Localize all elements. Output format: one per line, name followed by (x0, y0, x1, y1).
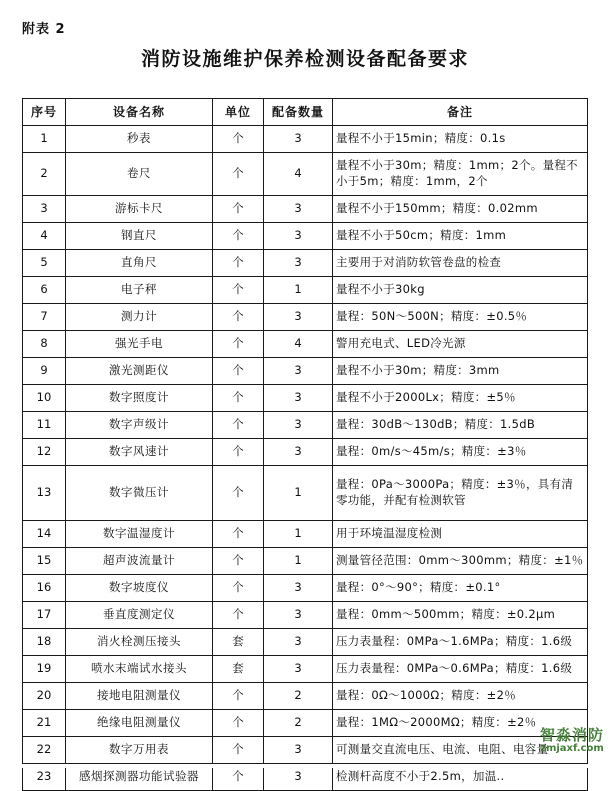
table-row (23, 331, 588, 358)
cell-qty: 4 (264, 153, 333, 196)
cell-unit: 个 (213, 710, 264, 737)
cell-no: 2 (23, 153, 66, 196)
cell-name: 数字坡度仪 (66, 575, 213, 602)
cell-no: 11 (23, 412, 66, 439)
cell-qty: 3 (264, 223, 333, 250)
table-body (23, 126, 588, 791)
cell-unit: 个 (213, 385, 264, 412)
cell-qty: 1 (264, 548, 333, 575)
cell-name: 消火栓测压接头 (66, 629, 213, 656)
cell-name: 绝缘电阻测量仪 (66, 710, 213, 737)
table-row (23, 683, 588, 710)
cell-unit: 个 (213, 521, 264, 548)
cell-name: 接地电阻测量仪 (66, 683, 213, 710)
cell-note: 量程：0m/s～45m/s；精度：±3％ (333, 439, 588, 466)
table-row (23, 548, 588, 575)
cell-name: 钢直尺 (66, 223, 213, 250)
cell-qty: 3 (264, 764, 333, 791)
cell-qty: 3 (264, 126, 333, 153)
cell-name: 强光手电 (66, 331, 213, 358)
table-row (23, 250, 588, 277)
cell-unit: 个 (213, 439, 264, 466)
cell-name: 超声波流量计 (66, 548, 213, 575)
column-header-name: 设备名称 (66, 99, 213, 126)
cell-no: 14 (23, 521, 66, 548)
cell-unit: 个 (213, 602, 264, 629)
cell-name: 测力计 (66, 304, 213, 331)
cell-unit: 个 (213, 575, 264, 602)
cell-note: 警用充电式、LED冷光源 (333, 331, 588, 358)
cell-note: 测量管径范围：0mm～300mm；精度：±1％ (333, 548, 588, 575)
cell-no: 12 (23, 439, 66, 466)
cell-qty: 3 (264, 602, 333, 629)
table-row (23, 575, 588, 602)
cell-qty: 2 (264, 683, 333, 710)
cell-note: 压力表量程：0MPa～0.6MPa；精度：1.6级 (333, 656, 588, 683)
cell-unit: 个 (213, 548, 264, 575)
table-header-row (23, 99, 588, 126)
cell-name: 数字风速计 (66, 439, 213, 466)
cell-unit: 个 (213, 737, 264, 764)
table-row (23, 196, 588, 223)
cell-note: 量程：0Pa～3000Pa；精度：±3％，具有清零功能，并配有检测软管 (333, 466, 588, 521)
cell-qty: 1 (264, 466, 333, 521)
cell-qty: 3 (264, 250, 333, 277)
cell-unit: 个 (213, 304, 264, 331)
cell-note: 量程不小于30kg (333, 277, 588, 304)
watermark-main-text: 智淼消防 (539, 725, 604, 744)
cell-qty: 1 (264, 521, 333, 548)
cell-no: 8 (23, 331, 66, 358)
table-row (23, 521, 588, 548)
cell-qty: 1 (264, 277, 333, 304)
table-row (23, 223, 588, 250)
cell-qty: 4 (264, 331, 333, 358)
table-row (23, 412, 588, 439)
cell-note: 量程：30dB～130dB；精度：1.5dB (333, 412, 588, 439)
cell-note: 量程：1MΩ～2000MΩ；精度：±2％ (333, 710, 588, 737)
cell-no: 5 (23, 250, 66, 277)
cell-qty: 3 (264, 737, 333, 764)
cell-unit: 个 (213, 412, 264, 439)
cell-note: 量程：0°～90°；精度：±0.1° (333, 575, 588, 602)
cell-no: 18 (23, 629, 66, 656)
cell-note: 用于环境温湿度检测 (333, 521, 588, 548)
cell-qty: 3 (264, 385, 333, 412)
cell-note: 主要用于对消防软管卷盘的检查 (333, 250, 588, 277)
watermark-sub-text: zmjaxf.com (540, 742, 604, 754)
cell-no: 23 (23, 764, 66, 791)
cell-qty: 3 (264, 439, 333, 466)
cell-name: 卷尺 (66, 153, 213, 196)
cell-unit: 个 (213, 358, 264, 385)
cell-note: 量程不小于30m；精度：3mm (333, 358, 588, 385)
table-row (23, 153, 588, 196)
table-row (23, 385, 588, 412)
cell-qty: 3 (264, 575, 333, 602)
table-row (23, 277, 588, 304)
table-row (23, 710, 588, 737)
cell-no: 15 (23, 548, 66, 575)
cell-note: 量程不小于30m；精度：1mm；2个。量程不小于5m；精度：1mm，2个 (333, 153, 588, 196)
cell-name: 数字声级计 (66, 412, 213, 439)
cell-unit: 个 (213, 223, 264, 250)
table-row (23, 629, 588, 656)
cell-name: 电子秤 (66, 277, 213, 304)
cell-no: 19 (23, 656, 66, 683)
cell-name: 直角尺 (66, 250, 213, 277)
cell-note: 量程不小于2000Lx；精度：±5％ (333, 385, 588, 412)
cell-qty: 3 (264, 629, 333, 656)
cell-name: 秒表 (66, 126, 213, 153)
cell-name: 喷水末端试水接头 (66, 656, 213, 683)
cell-unit: 个 (213, 466, 264, 521)
cell-unit: 套 (213, 656, 264, 683)
cell-qty: 3 (264, 358, 333, 385)
cell-note: 压力表量程：0MPa～1.6MPa；精度：1.6级 (333, 629, 588, 656)
cell-name: 感烟探测器功能试验器 (66, 764, 213, 791)
cell-unit: 个 (213, 153, 264, 196)
cell-unit: 个 (213, 196, 264, 223)
cell-no: 20 (23, 683, 66, 710)
cell-note: 量程：0Ω～1000Ω；精度：±2％ (333, 683, 588, 710)
cell-qty: 3 (264, 304, 333, 331)
cell-note: 量程不小于15min；精度：0.1s (333, 126, 588, 153)
cell-note: 可测量交直流电压、电流、电阻、电容量 (333, 737, 588, 764)
table-row (23, 304, 588, 331)
column-header-note: 备注 (333, 99, 588, 126)
cell-no: 1 (23, 126, 66, 153)
cell-no: 10 (23, 385, 66, 412)
cell-no: 6 (23, 277, 66, 304)
cell-no: 17 (23, 602, 66, 629)
cell-name: 数字微压计 (66, 466, 213, 521)
cell-no: 4 (23, 223, 66, 250)
cell-unit: 个 (213, 764, 264, 791)
table-header (23, 99, 588, 126)
table-row (23, 656, 588, 683)
cell-name: 垂直度测定仪 (66, 602, 213, 629)
cell-note: 量程不小于50cm；精度：1mm (333, 223, 588, 250)
table-row (23, 602, 588, 629)
cell-qty: 3 (264, 412, 333, 439)
table-row (23, 358, 588, 385)
cell-unit: 个 (213, 126, 264, 153)
cell-unit: 个 (213, 277, 264, 304)
cell-no: 21 (23, 710, 66, 737)
cell-qty: 3 (264, 196, 333, 223)
cell-note: 检测杆高度不小于2.5m，加温.. (333, 764, 588, 791)
cell-unit: 套 (213, 629, 264, 656)
cell-note: 量程：50N～500N；精度：±0.5％ (333, 304, 588, 331)
table-row (23, 466, 588, 521)
cell-name: 激光测距仪 (66, 358, 213, 385)
table-row (23, 737, 588, 764)
cell-qty: 2 (264, 710, 333, 737)
cell-unit: 个 (213, 331, 264, 358)
page-title: 消防设施维护保养检测设备配备要求 (140, 48, 469, 70)
cell-note: 量程不小于150mm；精度：0.02mm (333, 196, 588, 223)
cell-no: 7 (23, 304, 66, 331)
cell-no: 3 (23, 196, 66, 223)
table-row (23, 439, 588, 466)
table-row (23, 126, 588, 153)
cell-unit: 个 (213, 683, 264, 710)
cell-name: 数字万用表 (66, 737, 213, 764)
cell-no: 9 (23, 358, 66, 385)
column-header-qty: 配备数量 (264, 99, 333, 126)
column-header-unit: 单位 (213, 99, 264, 126)
column-header-no: 序号 (23, 99, 66, 126)
cell-no: 16 (23, 575, 66, 602)
cell-unit: 个 (213, 250, 264, 277)
equipment-table-container (22, 98, 588, 791)
cell-no: 13 (23, 466, 66, 521)
attachment-label: 附表 2 (22, 22, 66, 37)
cell-name: 数字温湿度计 (66, 521, 213, 548)
cell-qty: 3 (264, 656, 333, 683)
cell-note: 量程：0mm～500mm；精度：±0.2μm (333, 602, 588, 629)
page-bottom-clip (0, 764, 610, 768)
cell-name: 游标卡尺 (66, 196, 213, 223)
cell-name: 数字照度计 (66, 385, 213, 412)
equipment-table (22, 98, 588, 791)
cell-no: 22 (23, 737, 66, 764)
